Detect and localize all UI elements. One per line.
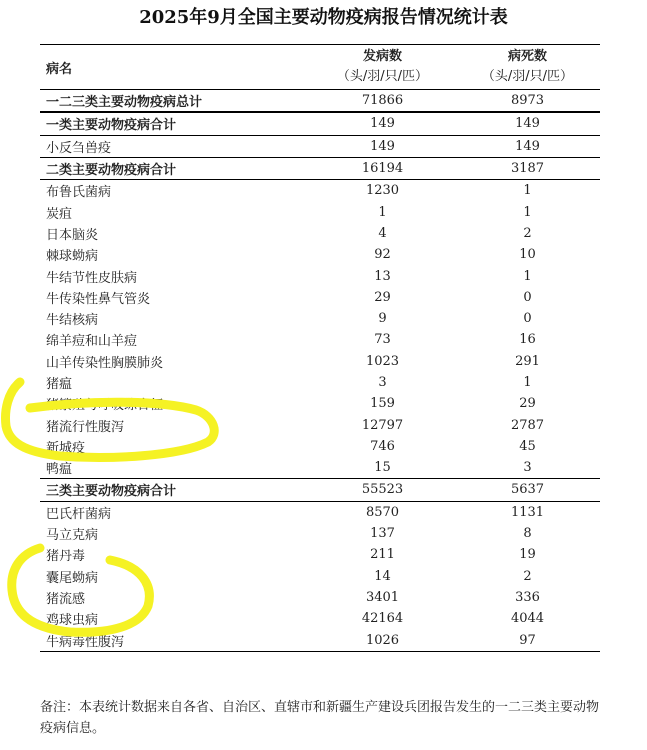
disease-name-cell: 牛病毒性腹泻	[46, 634, 125, 650]
cases-cell: 1026	[365, 632, 400, 648]
table-subtotal-row	[40, 112, 600, 135]
header-cases-unit: （头/羽/只/匹）	[336, 69, 429, 84]
cases-cell: 1230	[365, 183, 400, 199]
table-row	[40, 502, 600, 523]
table-row	[40, 414, 600, 435]
cases-cell: 73	[374, 332, 391, 348]
deaths-cell: 4044	[510, 611, 545, 627]
disease-name-cell: 巴氏杆菌病	[46, 506, 112, 522]
cases-cell: 12797	[361, 417, 404, 433]
table-row	[40, 265, 600, 286]
disease-name-cell: 鸡球虫病	[46, 613, 99, 629]
deaths-cell: 97	[519, 632, 536, 648]
deaths-cell: 1	[523, 204, 532, 220]
cases-cell: 71866	[361, 93, 404, 109]
header-cases-label: 发病数	[362, 49, 402, 64]
deaths-cell: 0	[523, 311, 532, 327]
cases-cell: 159	[370, 396, 395, 412]
cases-cell: 746	[370, 438, 395, 454]
table-row	[40, 244, 600, 265]
cases-cell: 1	[378, 204, 387, 220]
table-title: 2025年9月全国主要动物疫病报告情况统计表	[139, 7, 508, 28]
table-row	[40, 393, 600, 414]
table-body	[40, 90, 600, 652]
table-row	[40, 629, 600, 651]
disease-name-cell: 二类主要动物疫病合计	[46, 163, 177, 179]
disease-name-cell: 鸭瘟	[46, 462, 73, 478]
deaths-cell: 149	[515, 138, 540, 154]
table-row	[40, 351, 600, 372]
header-deaths-label: 病死数	[507, 49, 547, 64]
cases-cell: 4	[378, 225, 387, 241]
deaths-cell: 291	[515, 353, 540, 369]
statistics-table	[40, 44, 600, 652]
table-subtotal-row	[40, 157, 600, 180]
disease-name-cell: 猪流感	[46, 591, 86, 607]
deaths-cell: 1131	[510, 504, 545, 520]
table-row	[40, 587, 600, 608]
disease-name-cell: 牛传染性鼻气管炎	[46, 291, 151, 307]
deaths-cell: 5637	[510, 482, 545, 498]
deaths-cell: 149	[515, 116, 540, 132]
cases-cell: 13	[374, 268, 391, 284]
disease-name-cell: 一二三类主要动物疫病总计	[46, 95, 203, 111]
disease-name-cell: 绵羊痘和山羊痘	[46, 334, 138, 350]
disease-name-cell: 新城疫	[46, 440, 86, 456]
table-row	[40, 180, 600, 201]
deaths-cell: 10	[519, 247, 536, 263]
cases-cell: 15	[374, 460, 391, 476]
disease-name-cell: 日本脑炎	[46, 227, 99, 243]
deaths-cell: 2787	[510, 417, 545, 433]
cases-cell: 3	[378, 375, 387, 390]
disease-name-cell: 棘球蚴病	[46, 249, 99, 265]
cases-cell: 8570	[365, 504, 400, 520]
cases-cell: 16194	[361, 161, 404, 177]
table-row	[40, 457, 600, 478]
cases-cell: 137	[370, 526, 395, 542]
table-row	[40, 223, 600, 244]
cases-cell: 29	[374, 289, 391, 305]
cases-cell: 55523	[361, 482, 404, 498]
deaths-cell: 16	[519, 332, 536, 348]
disease-name-cell: 炭疽	[46, 206, 73, 222]
deaths-cell: 3187	[510, 161, 545, 177]
table-row	[40, 329, 600, 350]
cases-cell: 14	[374, 568, 391, 584]
deaths-cell: 336	[515, 589, 540, 605]
table-row	[40, 287, 600, 308]
deaths-cell: 8973	[510, 93, 545, 109]
table-row	[40, 523, 600, 544]
deaths-cell: 0	[523, 289, 532, 305]
deaths-cell: 29	[519, 396, 536, 412]
cases-cell: 211	[370, 547, 395, 563]
footnote: 备注：本表统计数据来自各省、自治区、直辖市和新疆生产建设兵团报告发生的一二三类主要动物疫病信息。	[40, 700, 600, 736]
disease-name-cell: 小反刍兽疫	[46, 140, 112, 156]
deaths-cell: 1	[523, 183, 532, 199]
disease-name-cell: 猪丹毒	[46, 549, 86, 565]
table-row	[40, 436, 600, 457]
deaths-cell: 45	[519, 438, 536, 454]
disease-name-cell: 猪瘟	[46, 377, 73, 392]
deaths-cell: 1	[523, 375, 532, 390]
header-deaths	[455, 45, 600, 89]
disease-name-cell: 一类主要动物疫病合计	[46, 118, 177, 134]
disease-name-cell: 布鲁氏菌病	[46, 185, 112, 201]
table-subtotal-row	[40, 478, 600, 501]
disease-name-cell: 马立克病	[46, 528, 99, 544]
table-header	[40, 45, 600, 90]
table-row	[40, 566, 600, 587]
disease-name-cell: 囊尾蚴病	[46, 570, 99, 586]
disease-name-cell: 牛结节性皮肤病	[46, 270, 138, 286]
header-deaths-unit: （头/羽/只/匹）	[481, 69, 574, 84]
table-row	[40, 608, 600, 629]
cases-cell: 9	[378, 311, 387, 327]
deaths-cell: 3	[523, 460, 532, 476]
cases-cell: 3401	[365, 589, 400, 605]
deaths-cell: 19	[519, 547, 536, 563]
deaths-cell: 2	[523, 225, 532, 241]
cases-cell: 149	[370, 138, 395, 154]
deaths-cell: 2	[523, 568, 532, 584]
header-disease-name: 病名	[46, 61, 73, 77]
table-row	[40, 308, 600, 329]
deaths-cell: 1	[523, 268, 532, 284]
header-cases	[310, 45, 455, 89]
table-subtotal-row	[40, 90, 600, 112]
table-row	[40, 201, 600, 222]
disease-name-cell: 山羊传染性胸膜肺炎	[46, 355, 164, 371]
table-row	[40, 544, 600, 565]
cases-cell: 42164	[361, 611, 404, 627]
deaths-cell: 8	[523, 526, 532, 542]
table-row	[40, 136, 600, 157]
disease-name-cell: 三类主要动物疫病合计	[46, 484, 177, 500]
disease-name-cell: 猪繁殖与呼吸综合征	[46, 398, 164, 414]
cases-cell: 149	[370, 116, 395, 132]
cases-cell: 1023	[365, 353, 400, 369]
disease-name-cell: 牛结核病	[46, 313, 99, 329]
disease-name-cell: 猪流行性腹泻	[46, 419, 125, 435]
cases-cell: 92	[374, 247, 391, 263]
table-row	[40, 372, 600, 393]
